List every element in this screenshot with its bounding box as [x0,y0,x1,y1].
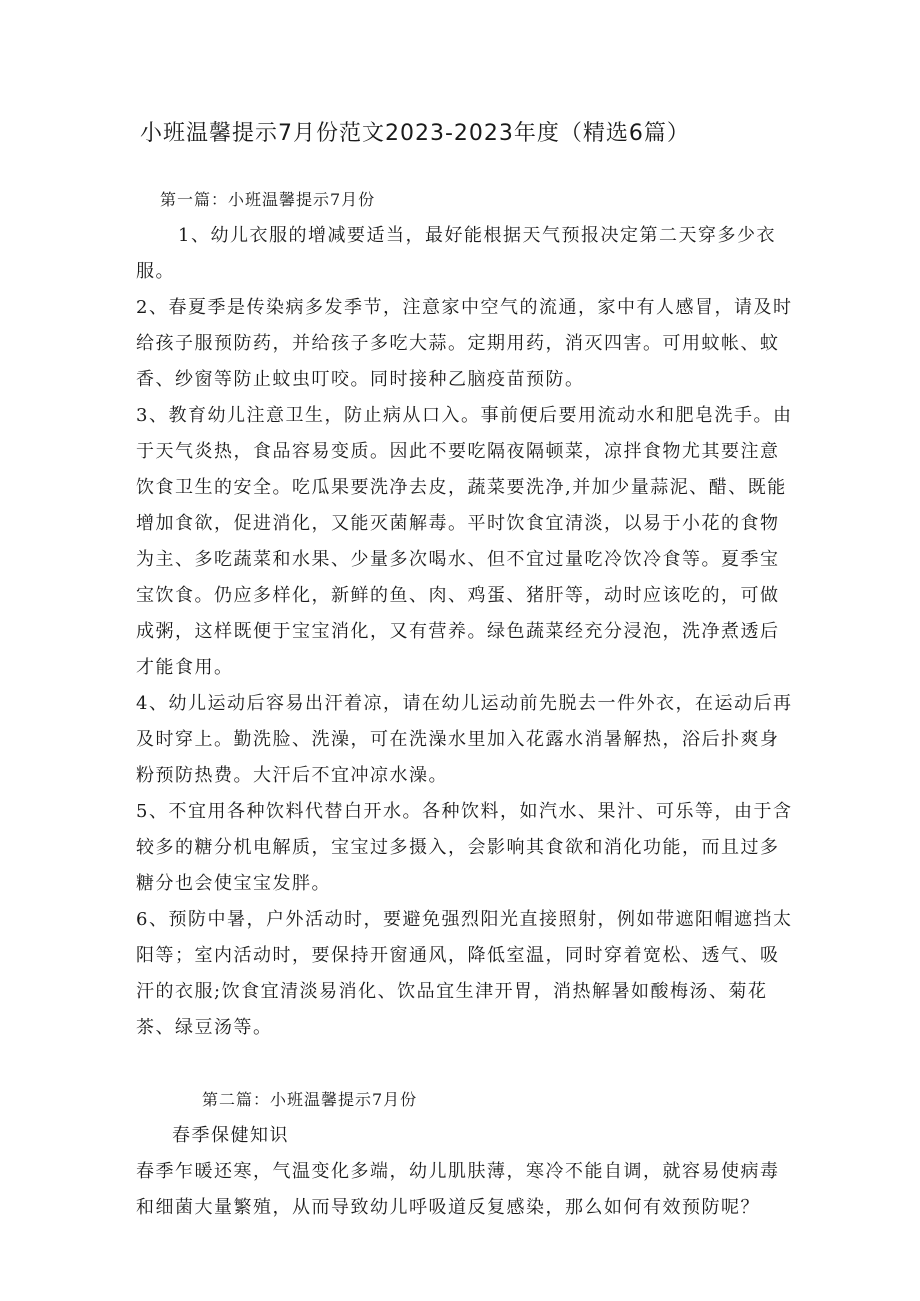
document-body [136,182,796,1226]
section-1-item-6: 6、预防中暑，户外活动时，要避免强烈阳光直接照射，例如带遮阳帽遮挡太阳等；室内活动时，要保持开窗通风，降低室温，同时穿着宽松、透气、吸汗的衣服;饮食宜清淡易消化、饮品宜生津开胃，消热解暑如酸梅汤、菊花茶、绿豆汤等。 [136,909,793,1038]
section-2-subheading: 春季保健知识 [172,1125,289,1146]
section-spacer [136,1046,796,1082]
section-1-item-5: 5、不宜用各种饮料代替白开水。各种饮料，如汽水、果汁、可乐等，由于含较多的糖分机电解质，宝宝过多摄入，会影响其食欲和消化功能，而且过多糖分也会使宝宝发胖。 [136,801,793,894]
section-1-item-4: 4、幼儿运动后容易出汗着凉，请在幼儿运动前先脱去一件外衣，在运动后再及时穿上。勤洗脸、洗澡，可在洗澡水里加入花露水消暑解热，浴后扑爽身粉预防热费。大汗后不宜冲凉水澡。 [136,693,793,786]
section-2-paragraph: 春季乍暖还寒，气温变化多端，幼儿肌肤薄，寒冷不能自调，就容易使病毒和细菌大量繁殖，从而导致幼儿呼吸道反复感染，那么如何有效预防呢？ [136,1161,780,1218]
section-1-heading: 第一篇：小班温馨提示7月份 [160,190,376,209]
section-1-item-2: 2、春夏季是传染病多发季节，注意家中空气的流通，家中有人感冒，请及时给孩子服预防药，并给孩子多吃大蒜。定期用药，消灭四害。可用蚊帐、蚊香、纱窗等防止蚊虫叮咬。同时接种乙脑疫苗预防。 [136,297,793,390]
document-title: 小班温馨提示7月份范文2023-2023年度（精选6篇） [140,121,690,146]
section-1-item-1: 1、幼儿衣服的增减要适当，最好能根据天气预报决定第二天穿多少衣服。 [136,225,776,282]
section-2-heading: 第二篇：小班温馨提示7月份 [202,1090,418,1109]
section-1-item-3: 3、教育幼儿注意卫生，防止病从口入。事前便后要用流动水和肥皂洗手。由于天气炎热，食品容易变质。因此不要吃隔夜隔顿菜，凉拌食物尤其要注意饮食卫生的安全。吃瓜果要洗净去皮，蔬菜要洗净,并加少量蒜泥、醋、既能增加食欲，促进消化，又能灭菌解毒。平时饮食宜清淡，以易于小花的食物为主、多吃蔬菜和水果、少量多次喝水、但不宜过量吃冷饮冷食等。夏季宝宝饮食。仍应多样化，新鲜的鱼、肉、鸡蛋、猪肝等，动时应该吃的，可做成粥，这样既便于宝宝消化，又有营养。绿色蔬菜经充分浸泡，洗净煮透后才能食用。 [136,405,793,678]
